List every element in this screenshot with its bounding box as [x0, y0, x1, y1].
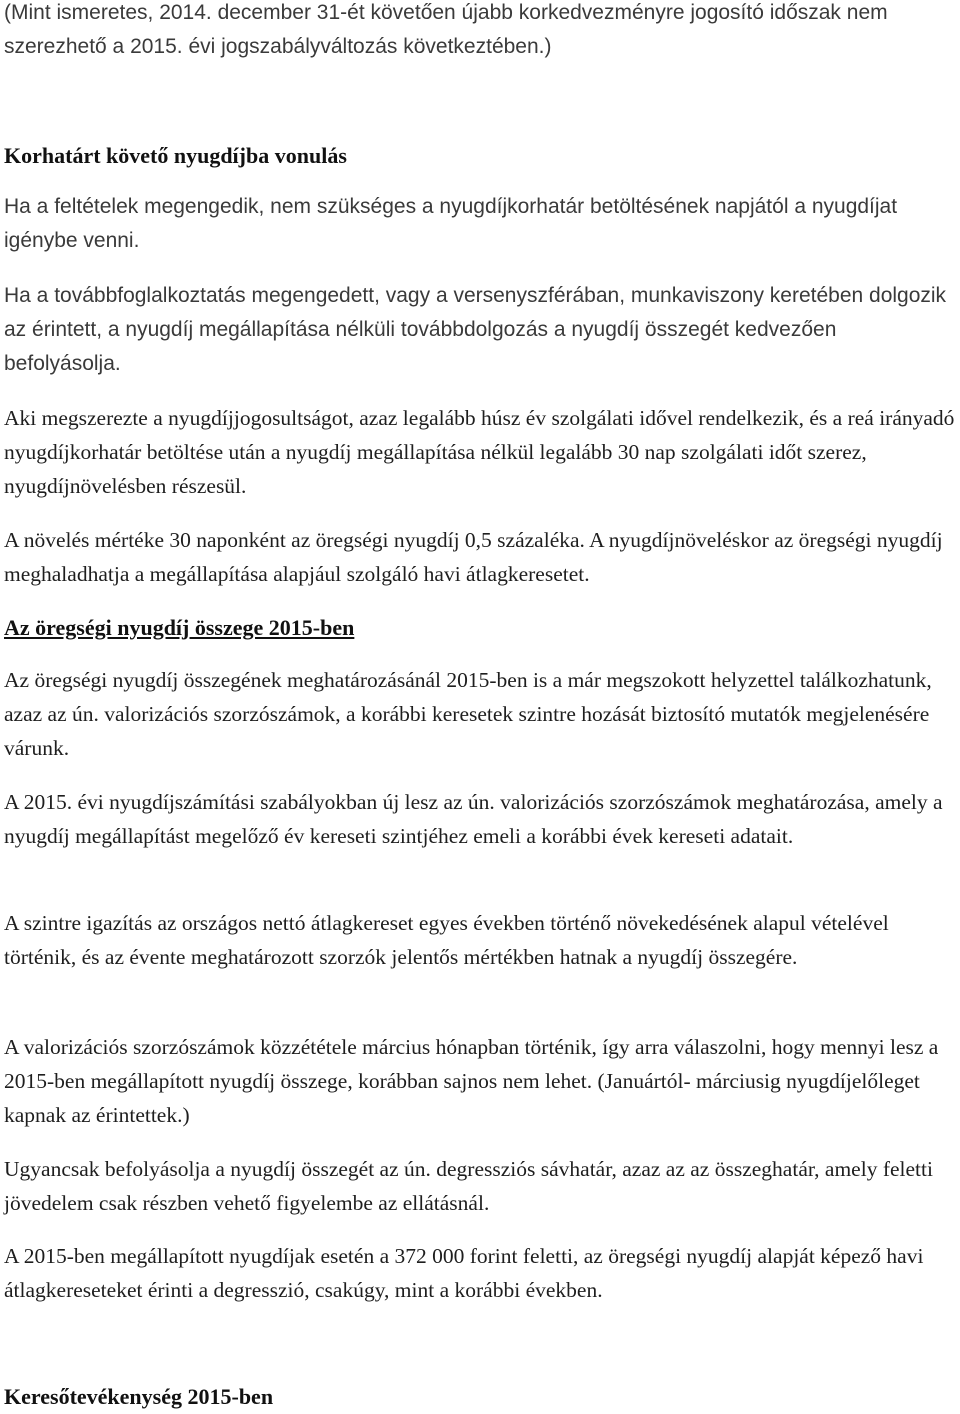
- paragraph-retirement-optional: Ha a feltételek megengedik, nem szükséges a nyugdíjkorhatár betöltésének napjától a nyugdíjat igénybe venni.: [4, 195, 898, 252]
- paragraph-continued-employment: Ha a továbbfoglalkoztatás megengedett, vagy a versenyszférában, munkaviszony keretében dolgozik az érintett, a nyugdíj megállapítása nélküli továbbdolgozás a nyugdíj összegét kedvezően befolyásolja.: [4, 284, 947, 375]
- section-heading-pension-amount-2015: Az öregségi nyugdíj összege 2015-ben: [4, 615, 355, 640]
- paragraph-valorization-expected: Az öregségi nyugdíj összegének meghatározásánál 2015-ben is a már megszokott helyzettel találkozhatunk, azaz az ún. valorizációs szorzószámok, a korábbi keresetek szintre hozását biztosító mutatók megjelenésére várunk.: [4, 668, 932, 760]
- section-heading-retirement-after-age: Korhatárt követő nyugdíjba vonulás: [4, 143, 347, 168]
- paragraph-publication-march: A valorizációs szorzószámok közzététele március hónapban történik, így arra válaszolni, hogy mennyi lesz a 2015-ben megállapított nyugdíj összege, korábban sajnos nem lehet. (Januártól- márciusig nyugdíjelőleget kapnak az érintettek.): [4, 1035, 939, 1127]
- paragraph-valorization-new-rules: A 2015. évi nyugdíjszámítási szabályokban új lesz az ún. valorizációs szorzószámok meghatározása, amely a nyugdíj megállapítást megelőző év kereseti szintjéhez emeli a korábbi évek kereseti adatait.: [4, 790, 943, 848]
- paragraph-increase-rate: A növelés mértéke 30 naponként az öregségi nyugdíj 0,5 százaléka. A nyugdíjnöveléskor az öregségi nyugdíj meghaladhatja a megállapítása alapjául szolgáló havi átlagkeresetet.: [4, 528, 943, 586]
- paragraph-degression-threshold: Ugyancsak befolyásolja a nyugdíj összegét az ún. degressziós sávhatár, azaz az az összeghatár, amely feletti jövedelem csak részben vehető figyelembe az ellátásnál.: [4, 1157, 933, 1215]
- paragraph-degression-amount: A 2015-ben megállapított nyugdíjak esetén a 372 000 forint feletti, az öregségi nyugdíj alapját képező havi átlagkereseteket érinti a degresszió, csakúgy, mint a korábbi években.: [4, 1244, 924, 1302]
- intro-note: (Mint ismeretes, 2014. december 31-ét követően újabb korkedvezményre jogosító időszak nem szerezhető a 2015. évi jogszabályváltozás következtében.): [4, 1, 888, 58]
- paragraph-pension-increase-eligibility: Aki megszerezte a nyugdíjjogosultságot, azaz legalább húsz év szolgálati idővel rendelkezik, és a reá irányadó nyugdíjkorhatár betöltése után a nyugdíj megállapítása nélkül legalább 30 nap szolgálati időt szerez, nyugdíjnövelésben részesül.: [4, 406, 955, 498]
- section-heading-gainful-activity-2015: Keresőtevékenység 2015-ben: [4, 1384, 274, 1409]
- paragraph-level-adjustment: A szintre igazítás az országos nettó átlagkereset egyes években történő növekedésének alapul vételével történik, és az évente meghatározott szorzók jelentős mértékben hatnak a nyugdíj összegére.: [4, 911, 889, 969]
